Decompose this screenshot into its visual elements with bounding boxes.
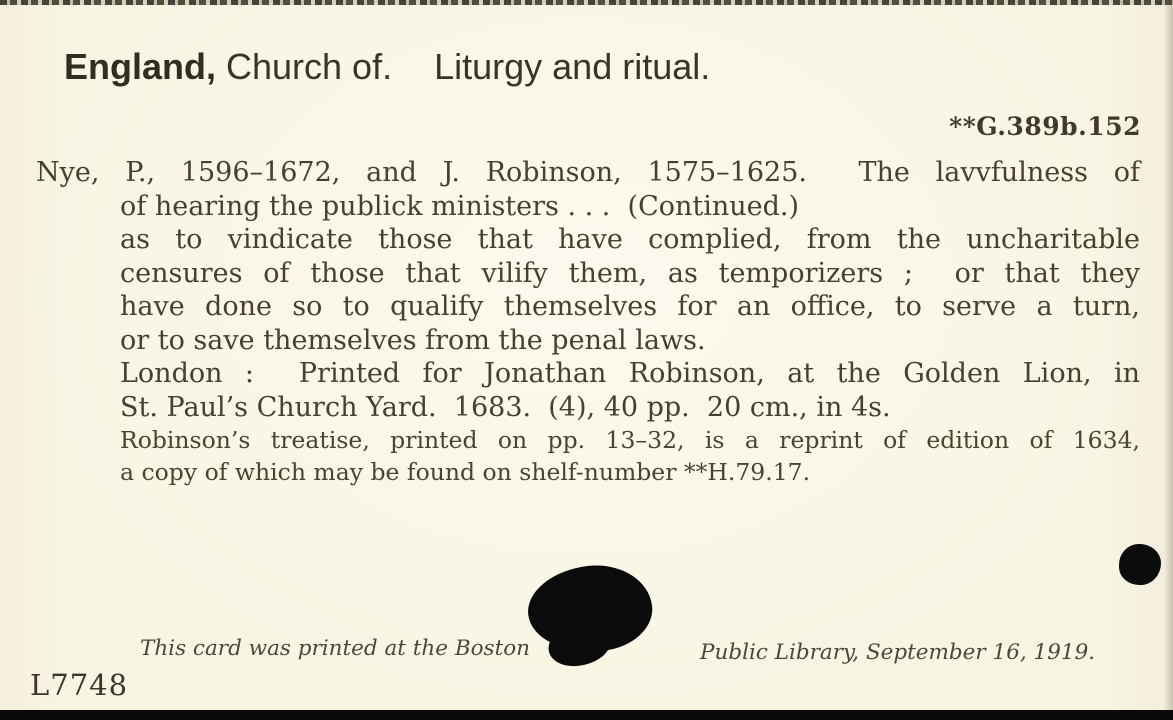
catalog-entry-text: [36, 156, 1140, 488]
imprint-note-left: This card was printed at the Boston: [140, 636, 531, 661]
entry-line: as to vindicate those that have complied, from the uncharitable: [120, 224, 1140, 255]
heading-author-rest: Church of.: [216, 46, 393, 87]
entry-line: have done so to qualify themselves for an office, to serve a turn,: [120, 291, 1140, 322]
call-number: **G.389b.152: [949, 112, 1141, 141]
entry-line: or to save themselves from the penal laws.: [120, 324, 706, 356]
heading-author-bold: England,: [64, 46, 216, 87]
heading-subject: Liturgy and ritual.: [434, 46, 711, 87]
ink-dot-mark: [1119, 544, 1161, 585]
ink-blot-mark: [523, 559, 657, 659]
card-serial-number: L7748: [30, 668, 129, 702]
entry-line: of hearing the publick ministers . . . (Continued.): [120, 190, 800, 222]
entry-line: Nye, P., 1596–1672, and J. Robinson, 1575–1625. The lavvfulness of: [36, 157, 1140, 188]
entry-note-line: a copy of which may be found on shelf-number **H.79.17.: [120, 458, 811, 486]
card-right-edge-shadow: [1164, 0, 1173, 720]
entry-line: London : Printed for Jonathan Robinson, at the Golden Lion, in: [120, 358, 1140, 389]
card-top-perforated-edge: [0, 0, 1173, 5]
imprint-note-right: Public Library, September 16, 1919.: [700, 640, 1096, 665]
entry-line: St. Paul’s Church Yard. 1683. (4), 40 pp. 20 cm., in 4s.: [120, 391, 891, 423]
scan-bottom-strip: [0, 710, 1173, 720]
entry-note-line: Robinson’s treatise, printed on pp. 13–32, is a reprint of edition of 1634,: [120, 426, 1140, 454]
entry-line: censures of those that vilify them, as temporizers ; or that they: [120, 257, 1140, 289]
card-heading: [64, 46, 710, 88]
